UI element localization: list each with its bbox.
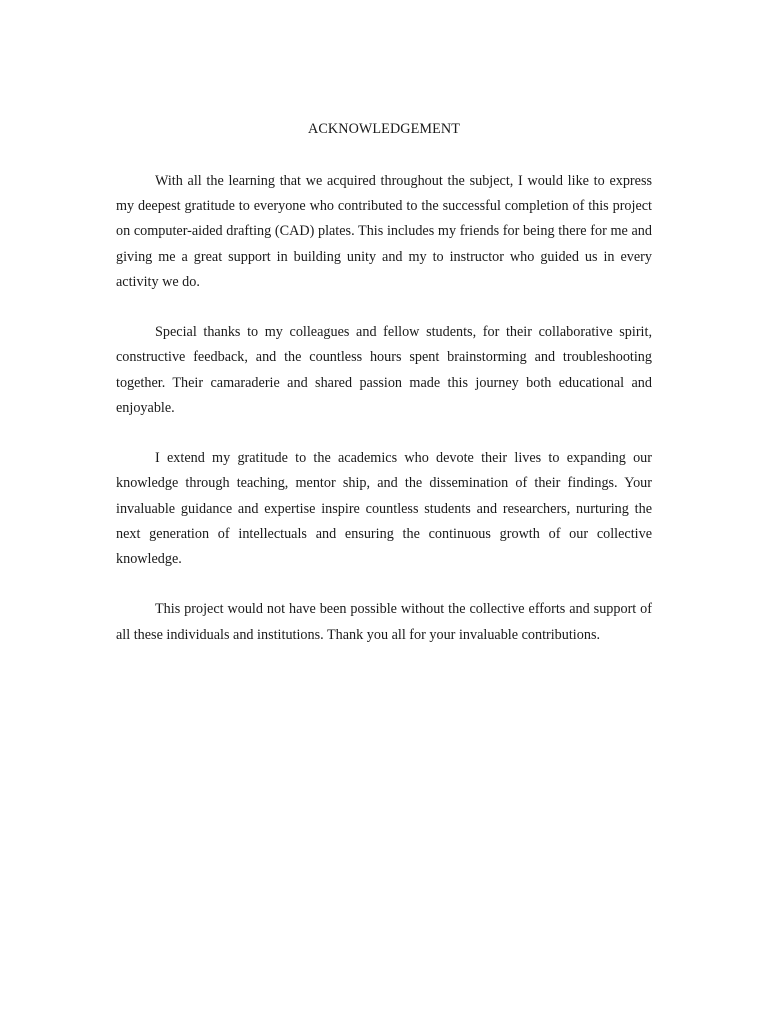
page-title: ACKNOWLEDGEMENT	[307, 121, 461, 137]
paragraph-learning-gratitude: With all the learning that we acquired throughout the subject, I would like to express my deepest gratitude to everyone who contributed to the successful completion of this project on computer-aided drafting (CAD) plates. This includes my friends for being there for me and giving me a great support in building unity and my to instructor who guided us in every activity we do.	[116, 173, 652, 290]
paragraph-closing-thanks: This project would not have been possible without the collective efforts and support of all these individuals and institutions. Thank you all for your invaluable contributions.	[116, 601, 652, 643]
paragraph-colleagues-thanks: Special thanks to my colleagues and fellow students, for their collaborative spirit, constructive feedback, and the countless hours spent brainstorming and troubleshooting together. Their camaraderie and shared passion made this journey both educational and enjoyable.	[116, 324, 652, 416]
paragraph-academics-gratitude: I extend my gratitude to the academics who devote their lives to expanding our knowledge through teaching, mentor ship, and the dissemination of their findings. Your invaluable guidance and expertise inspire countless students and researchers, nurturing the next generation of intellectuals and ensuring the continuous growth of our collective knowledge.	[116, 450, 652, 568]
document-page	[116, 118, 652, 673]
